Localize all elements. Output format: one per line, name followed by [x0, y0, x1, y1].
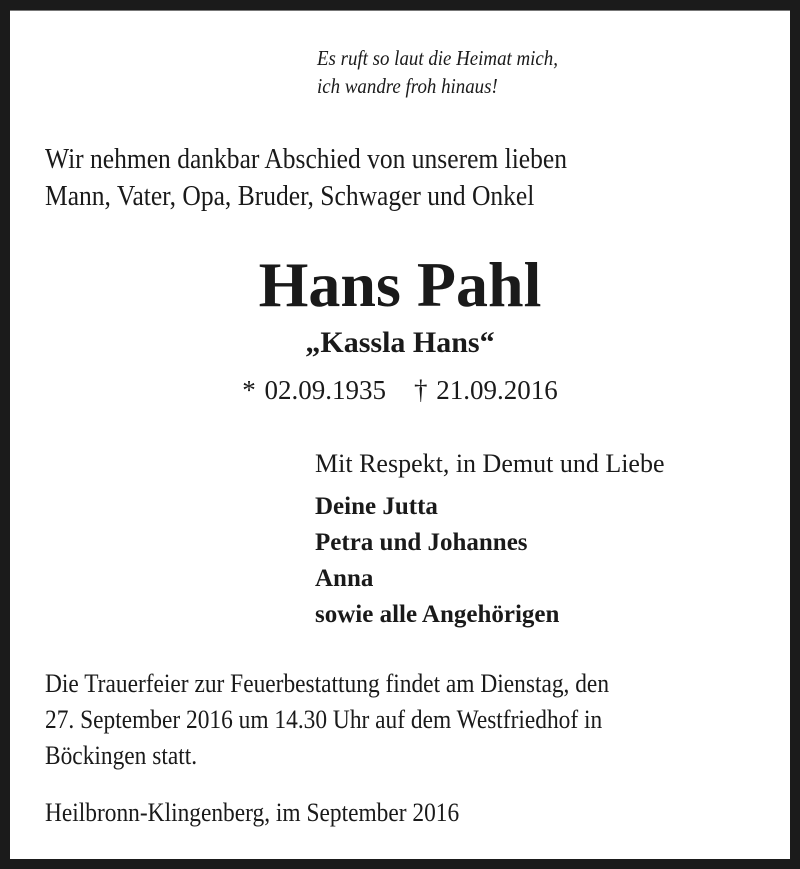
mourner: Deine Jutta: [315, 493, 438, 520]
death-date: † 21.09.2016: [414, 375, 558, 405]
place-and-date: Heilbronn-Klingenberg, im September 2016: [45, 798, 460, 827]
service-info: [45, 666, 609, 774]
mourners-list: [315, 489, 559, 633]
motto-verse: [317, 44, 558, 100]
intro-line: Wir nehmen dankbar Abschied von unserem lieben: [45, 143, 567, 175]
closing-phrase: Mit Respekt, in Demut und Liebe: [315, 449, 665, 478]
service-line: Böckingen statt.: [45, 741, 198, 770]
motto-line: ich wandre froh hinaus!: [317, 74, 498, 98]
deceased-name: Hans Pahl: [258, 249, 542, 320]
mourner: sowie alle Angehörigen: [315, 601, 560, 628]
intro-text: [45, 141, 567, 215]
service-line: 27. September 2016 um 14.30 Uhr auf dem Westfriedhof in: [45, 705, 603, 734]
deceased-nickname: „Kassla Hans“: [305, 326, 495, 359]
obituary-notice: [10, 10, 790, 859]
service-line: Die Trauerfeier zur Feuerbestattung findet am Dienstag, den: [45, 669, 610, 698]
motto-line: Es ruft so laut die Heimat mich,: [317, 46, 558, 70]
intro-line: Mann, Vater, Opa, Bruder, Schwager und Onkel: [45, 180, 535, 212]
mourner: Petra und Johannes: [315, 529, 528, 556]
mourner: Anna: [315, 565, 374, 592]
birth-date: * 02.09.1935: [242, 375, 386, 405]
life-dates: [10, 373, 790, 407]
